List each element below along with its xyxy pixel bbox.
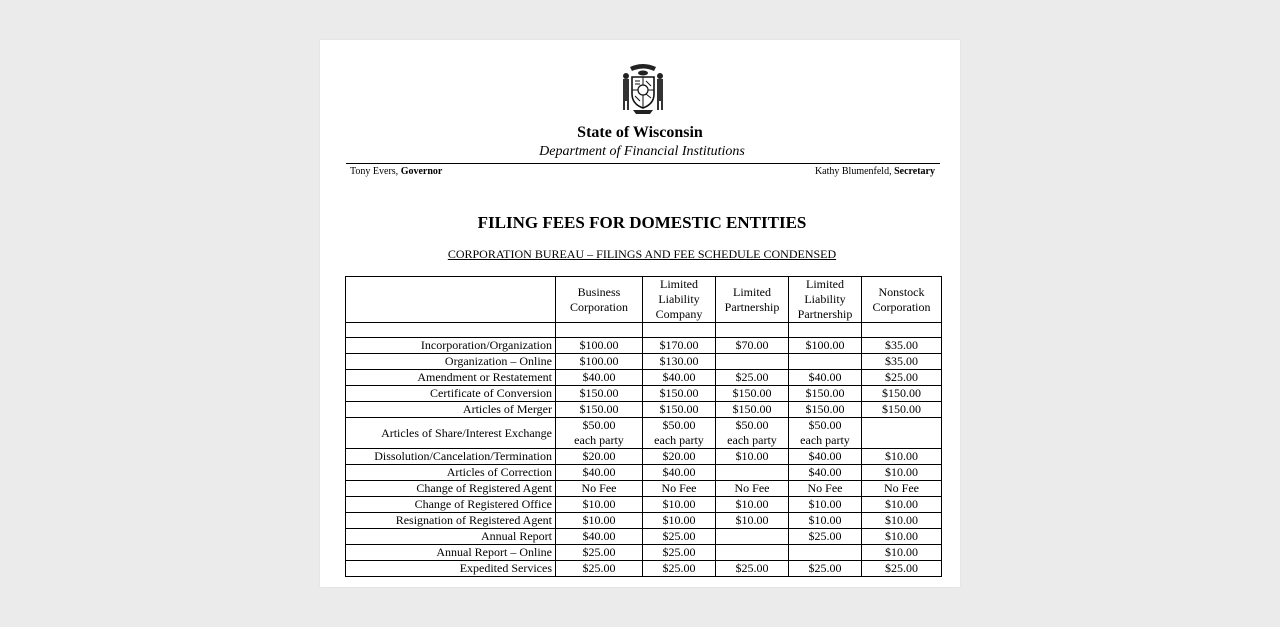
fee-cell: $150.00: [789, 402, 862, 418]
column-header-limited-partnership: Limited Partnership: [716, 277, 789, 323]
fee-cell: $35.00: [862, 338, 942, 354]
governor-line: [350, 166, 442, 177]
fee-cell: $100.00: [556, 354, 643, 370]
table-row: [346, 449, 942, 465]
fee-cell: $100.00: [556, 338, 643, 354]
filing-type-label: Change of Registered Office: [346, 497, 556, 513]
fee-cell: $25.00: [789, 561, 862, 577]
filing-type-label: Articles of Share/Interest Exchange: [346, 418, 556, 449]
fee-cell: [716, 354, 789, 370]
fee-cell: $10.00: [789, 497, 862, 513]
table-row: [346, 481, 942, 497]
fee-cell: $40.00: [643, 370, 716, 386]
fee-cell: $130.00: [643, 354, 716, 370]
fee-cell: $20.00: [556, 449, 643, 465]
filing-type-label: Amendment or Restatement: [346, 370, 556, 386]
fee-cell: $25.00: [643, 529, 716, 545]
governor-name: Tony Evers,: [350, 166, 399, 177]
fee-cell: $40.00: [556, 370, 643, 386]
filing-type-label: Articles of Merger: [346, 402, 556, 418]
fee-cell: $25.00: [716, 561, 789, 577]
fee-cell: $40.00: [556, 465, 643, 481]
fee-cell: $150.00: [643, 386, 716, 402]
table-spacer-row: [346, 323, 942, 338]
table-row: [346, 402, 942, 418]
fee-cell: $10.00: [862, 449, 942, 465]
filing-type-label: Articles of Correction: [346, 465, 556, 481]
fee-cell: $25.00: [643, 561, 716, 577]
fee-cell: No Fee: [862, 481, 942, 497]
filing-type-label: Organization – Online: [346, 354, 556, 370]
fee-cell: $150.00: [716, 386, 789, 402]
table-header-row: [346, 277, 942, 323]
fee-cell: $150.00: [862, 386, 942, 402]
fee-cell: [716, 545, 789, 561]
fee-cell: $150.00: [643, 402, 716, 418]
filing-type-label: Incorporation/Organization: [346, 338, 556, 354]
fee-cell: $25.00: [862, 561, 942, 577]
fee-cell: $40.00: [789, 370, 862, 386]
table-row: [346, 513, 942, 529]
state-title: State of Wisconsin: [577, 124, 703, 141]
fee-cell: $10.00: [556, 497, 643, 513]
table-row: [346, 338, 942, 354]
table-row: [346, 497, 942, 513]
fee-cell: [716, 529, 789, 545]
table-row: [346, 561, 942, 577]
fee-cell: $50.00 each party: [556, 418, 643, 449]
fee-cell: $150.00: [716, 402, 789, 418]
fee-cell: $10.00: [862, 513, 942, 529]
fee-cell: $35.00: [862, 354, 942, 370]
table-row: [346, 386, 942, 402]
fee-cell: [789, 354, 862, 370]
table-row: [346, 545, 942, 561]
document-title: FILING FEES FOR DOMESTIC ENTITIES: [477, 213, 807, 232]
table-row: [346, 529, 942, 545]
fee-cell: No Fee: [716, 481, 789, 497]
fee-cell: $10.00: [643, 497, 716, 513]
fee-cell: $40.00: [789, 465, 862, 481]
fee-cell: $70.00: [716, 338, 789, 354]
fee-cell: $10.00: [862, 545, 942, 561]
filing-type-header: [346, 277, 556, 323]
header-divider: [346, 163, 940, 164]
filing-type-label: Expedited Services: [346, 561, 556, 577]
fee-cell: $20.00: [643, 449, 716, 465]
fee-cell: [716, 465, 789, 481]
filing-type-label: Change of Registered Agent: [346, 481, 556, 497]
column-header-business-corporation: Business Corporation: [556, 277, 643, 323]
fee-cell: $40.00: [789, 449, 862, 465]
secretary-title: Secretary: [894, 166, 935, 177]
column-header-llp: Limited Liability Partnership: [789, 277, 862, 323]
fee-cell: $10.00: [862, 529, 942, 545]
column-header-llc: Limited Liability Company: [643, 277, 716, 323]
fee-cell: $40.00: [643, 465, 716, 481]
fee-rows: [346, 338, 942, 577]
filing-type-label: Dissolution/Cancelation/Termination: [346, 449, 556, 465]
document-subtitle: CORPORATION BUREAU – FILINGS AND FEE SCHEDULE CONDENSED: [447, 247, 837, 261]
fee-cell: $40.00: [556, 529, 643, 545]
fee-cell: No Fee: [789, 481, 862, 497]
secretary-line: [815, 166, 935, 177]
column-header-nonstock-corporation: Nonstock Corporation: [862, 277, 942, 323]
document-page: [320, 40, 960, 587]
fee-cell: $25.00: [556, 561, 643, 577]
fee-cell: [862, 418, 942, 449]
fee-cell: $10.00: [716, 497, 789, 513]
table-row: [346, 465, 942, 481]
filing-type-label: Annual Report: [346, 529, 556, 545]
fee-cell: $25.00: [643, 545, 716, 561]
fee-cell: $170.00: [643, 338, 716, 354]
fee-cell: No Fee: [643, 481, 716, 497]
fee-cell: $150.00: [556, 386, 643, 402]
department-name: Department of Financial Institutions: [539, 144, 745, 159]
fee-cell: $150.00: [556, 402, 643, 418]
fee-cell: $10.00: [716, 513, 789, 529]
fee-cell: $150.00: [862, 402, 942, 418]
fee-cell: $10.00: [556, 513, 643, 529]
table-row: [346, 370, 942, 386]
fee-cell: $150.00: [789, 386, 862, 402]
filing-type-label: Resignation of Registered Agent: [346, 513, 556, 529]
fee-cell: $50.00 each party: [789, 418, 862, 449]
governor-title: Governor: [400, 166, 443, 177]
fee-cell: $10.00: [716, 449, 789, 465]
filing-type-label: Annual Report – Online: [346, 545, 556, 561]
table-row: [346, 354, 942, 370]
fee-cell: $10.00: [643, 513, 716, 529]
fee-cell: [789, 545, 862, 561]
fee-cell: $50.00 each party: [716, 418, 789, 449]
fee-cell: $25.00: [556, 545, 643, 561]
secretary-name: Kathy Blumenfeld,: [814, 166, 892, 177]
fee-cell: $10.00: [862, 465, 942, 481]
fee-schedule-table: [345, 276, 942, 577]
fee-cell: $10.00: [862, 497, 942, 513]
table-row: [346, 418, 942, 449]
fee-cell: $10.00: [789, 513, 862, 529]
wisconsin-state-seal-icon: [613, 58, 673, 118]
fee-cell: $100.00: [789, 338, 862, 354]
fee-cell: $25.00: [716, 370, 789, 386]
fee-cell: No Fee: [556, 481, 643, 497]
fee-cell: $25.00: [789, 529, 862, 545]
fee-cell: $25.00: [862, 370, 942, 386]
fee-cell: $50.00 each party: [643, 418, 716, 449]
filing-type-label: Certificate of Conversion: [346, 386, 556, 402]
